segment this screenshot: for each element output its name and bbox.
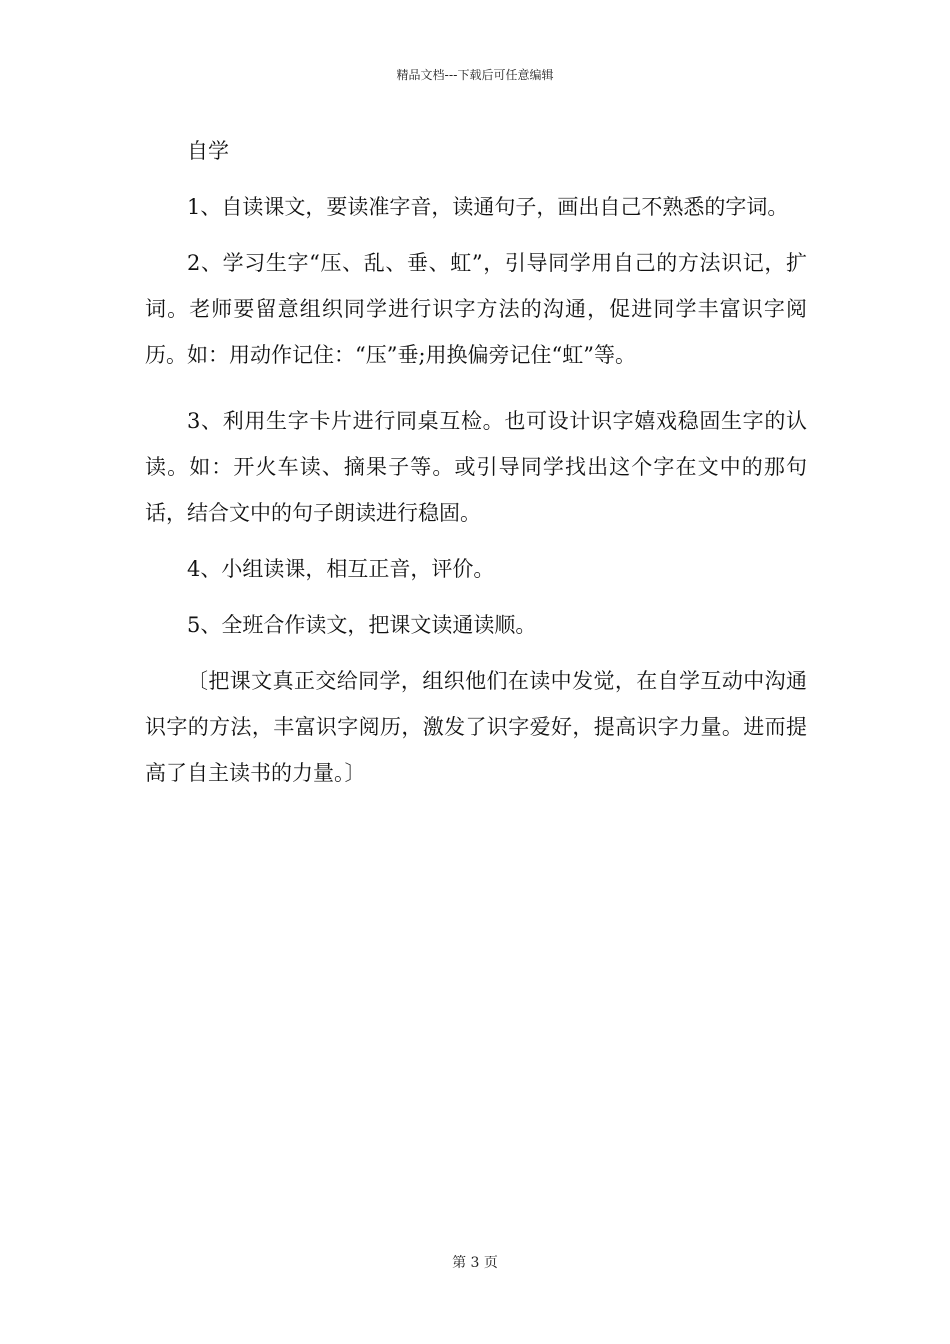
paragraph-2: 2、学习生字“压、乱、垂、虹”，引导同学用自己的方法识记，扩词。老师要留意组织同学进行识字方法的沟通，促进同学丰富识字阅历。如：用动作记住：“压”垂;用换偏旁记住“虹”等。 <box>145 251 807 367</box>
page-number: 第 3 页 <box>452 1255 498 1271</box>
paragraph-4: 4、小组读课，相互正音，评价。 <box>187 557 495 581</box>
page-header: 精品文档---下载后可任意编辑 <box>396 68 554 82</box>
paragraph-1: 1、自读课文，要读准字音，读通句子，画出自己不熟悉的字词。 <box>187 195 789 219</box>
paragraph-3: 3、利用生字卡片进行同桌互检。也可设计识字嬉戏稳固生字的认读。如：开火车读、摘果子等。或引导同学找出这个字在文中的那句话，结合文中的句子朗读进行稳固。 <box>145 409 807 525</box>
section-title: 自学 <box>187 139 229 163</box>
paragraph-5: 5、全班合作读文，把课文读通读顺。 <box>187 613 537 637</box>
paragraph-6-note: 〔把课文真正交给同学，组织他们在读中发觉，在自学互动中沟通识字的方法，丰富识字阅历，激发了识字爱好，提高识字力量。进而提高了自主读书的力量。〕 <box>145 669 807 785</box>
document-body <box>145 128 807 806</box>
